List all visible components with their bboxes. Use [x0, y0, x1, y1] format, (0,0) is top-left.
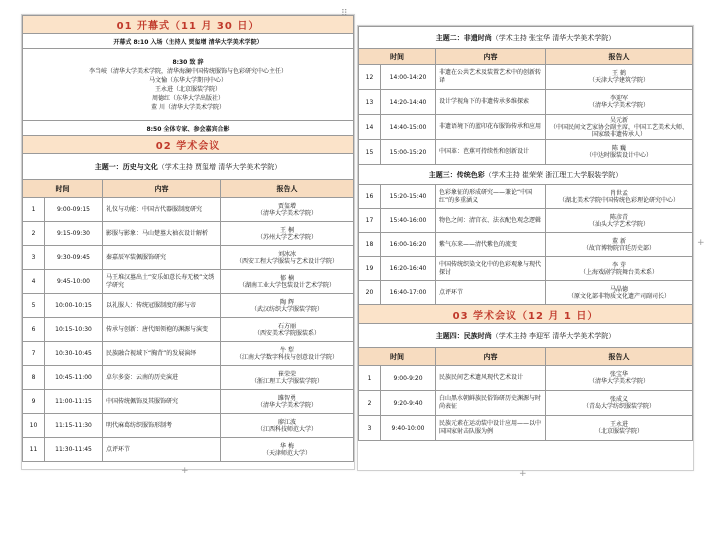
- row-content: 紫气东来——清代紫色的流变: [436, 233, 546, 257]
- row-speaker: 贾玺增 （清华大学美术学院）: [221, 198, 354, 222]
- row-number: 12: [359, 65, 381, 90]
- schedule-row: [359, 391, 693, 416]
- schedule-row: [359, 90, 693, 115]
- row-content: 中国传统佩饰及其服饰研究: [103, 390, 221, 414]
- schedule-row: [359, 140, 693, 165]
- schedule-row: [23, 390, 354, 414]
- opening-entry-line: 开幕式 8:10 入场（主持人 贾玺增 清华大学美术学院）: [23, 34, 354, 49]
- row-speaker: 李迎军 （清华大学美术学院）: [546, 90, 693, 115]
- row-content: 白山黑水朝鲜族民俗饰研历史渊源与时尚表征: [436, 391, 546, 416]
- speaker-line: 王永进（北京服装学院）: [154, 85, 221, 93]
- header-speaker: 报告人: [546, 348, 693, 366]
- row-content: 点评环节: [436, 281, 546, 305]
- row-speaker: 石方丽 （西安美术学院服装系）: [221, 318, 354, 342]
- section-title-conference: 02 学术会议: [23, 136, 354, 154]
- row-time: 16:20-16:40: [381, 257, 436, 281]
- row-speaker: 肖世孟 （湖北美术学院中国传统色彩理论研究中心）: [546, 185, 693, 209]
- row-speaker: 王 鹤 （天津大学建筑学院）: [546, 65, 693, 90]
- schedule-row: [359, 257, 693, 281]
- row-speaker: 王 桐 （苏州大学艺术学院）: [221, 222, 354, 246]
- row-content: 礼仪与功能：中国古代器服制度研究: [103, 198, 221, 222]
- row-time: 15:20-15:40: [381, 185, 436, 209]
- row-speaker: 陶 辉 （武汉纺织大学服装学院）: [221, 294, 354, 318]
- row-time: 16:40-17:00: [381, 281, 436, 305]
- row-number: 2: [23, 222, 45, 246]
- row-time: 9:20-9:40: [381, 391, 436, 416]
- row-content: 传承与创新：唐代图领袍的渊源与演变: [103, 318, 221, 342]
- row-time: 14:00-14:20: [381, 65, 436, 90]
- add-row-plus-icon[interactable]: +: [181, 466, 189, 476]
- left-page: [21, 14, 355, 470]
- theme-2-host: （学术主持 张宝华 清华大学美术学院）: [491, 33, 616, 42]
- schedule-row: [359, 185, 693, 209]
- add-column-plus-icon[interactable]: +: [697, 238, 705, 248]
- row-speaker: 崔荣荣 （浙江理工大学服装学院）: [221, 366, 354, 390]
- row-time: 9:15-09:30: [45, 222, 103, 246]
- right-program-table: [358, 26, 693, 441]
- row-time: 14:20-14:40: [381, 90, 436, 115]
- speech-title: 8:30 致 辞: [172, 58, 204, 66]
- row-number: 8: [23, 366, 45, 390]
- theme-1-name: 主题一：历史与文化: [94, 162, 158, 171]
- left-program-table: [22, 15, 354, 462]
- schedule-row: [23, 222, 354, 246]
- schedule-row: [23, 366, 354, 390]
- row-time: 15:00-15:20: [381, 140, 436, 165]
- header-time: 时间: [359, 348, 436, 366]
- row-content: 中国革：芭蕉可持续性和创新设计: [436, 140, 546, 165]
- row-number: 13: [359, 90, 381, 115]
- drag-handle-icon[interactable]: ⠿: [341, 9, 348, 19]
- schedule-row: [23, 270, 354, 294]
- opening-speeches: [23, 49, 354, 121]
- schedule-row: [23, 246, 354, 270]
- row-time: 9:00-09:15: [45, 198, 103, 222]
- row-number: 7: [23, 342, 45, 366]
- row-speaker: 郁 楠 （湖南工业大学包装设计艺术学院）: [221, 270, 354, 294]
- row-number: 9: [23, 390, 45, 414]
- row-content: 秦嘉辰军装佩服饰研究: [103, 246, 221, 270]
- add-row-plus-icon[interactable]: +: [519, 469, 527, 479]
- row-number: 15: [359, 140, 381, 165]
- row-content: 以礼服人：传统冠服制度的影与帝: [103, 294, 221, 318]
- row-content: 马王堆汉墓出土“安乐如意长寿无极”文绣学研究: [103, 270, 221, 294]
- speaker-line: 周德红（东华大学出版社）: [151, 94, 224, 102]
- row-speaker: 王永进 （北京服装学院）: [546, 416, 693, 441]
- row-time: 9:00-9:20: [381, 366, 436, 391]
- row-speaker: 刘冰冰 （西安工程大学服装与艺术设计学院）: [221, 246, 354, 270]
- schedule-row: [23, 414, 354, 438]
- schedule-row: [359, 65, 693, 90]
- row-content: 中国传统织染文化中的色彩观象与现代探讨: [436, 257, 546, 281]
- row-number: 17: [359, 209, 381, 233]
- header-content: 内容: [436, 348, 546, 366]
- schedule-row: [23, 198, 354, 222]
- row-time: 9:30-09:45: [45, 246, 103, 270]
- row-time: 10:45-11:00: [45, 366, 103, 390]
- row-number: 4: [23, 270, 45, 294]
- theme-4-host: （学术主持 李迎军 清华大学美术学院）: [491, 331, 616, 340]
- row-number: 3: [23, 246, 45, 270]
- header-content: 内容: [436, 49, 546, 65]
- row-number: 14: [359, 115, 381, 140]
- header-time: 时间: [23, 180, 103, 198]
- row-number: 2: [359, 391, 381, 416]
- row-time: 11:15-11:30: [45, 414, 103, 438]
- row-speaker: 张宝华 （清华大学美术学院）: [546, 366, 693, 391]
- theme-3-host: （学术主持 崔荣荣 浙江理工大学服装学院）: [484, 170, 623, 179]
- row-number: 5: [23, 294, 45, 318]
- row-content: 卓尔多姿：云南的历史演进: [103, 366, 221, 390]
- theme-4-name: 主题四：民族时尚: [435, 331, 492, 340]
- schedule-row: [359, 416, 693, 441]
- row-speaker: 牛 犁 （江南大学数字科技与创意设计学院）: [221, 342, 354, 366]
- row-number: 1: [359, 366, 381, 391]
- row-content: 明代麻葛纺织服饰形制考: [103, 414, 221, 438]
- row-time: 11:00-11:15: [45, 390, 103, 414]
- theme-1-host: （学术主持 贾玺增 清华大学美术学院）: [157, 162, 282, 171]
- schedule-row: [359, 233, 693, 257]
- row-speaker: 张成义 （青岛大学纺织服装学院）: [546, 391, 693, 416]
- group-photo-line: 8:50 全体专家、参会嘉宾合影: [23, 121, 354, 136]
- row-number: 11: [23, 438, 45, 462]
- row-time: 9:40-10:00: [381, 416, 436, 441]
- row-content: 点评环节: [103, 438, 221, 462]
- schedule-row: [359, 366, 693, 391]
- row-content: 色彩象征的形成研究——兼论“中国红”的多重涵义: [436, 185, 546, 209]
- row-speaker: 马晶德 （原文化部非物质文化遗产司副司长）: [546, 281, 693, 305]
- row-time: 10:30-10:45: [45, 342, 103, 366]
- row-speaker: 廖江波 （江西科技师范大学）: [221, 414, 354, 438]
- row-content: 非遗在公共艺术及装置艺术中的创新转译: [436, 65, 546, 90]
- row-number: 19: [359, 257, 381, 281]
- row-content: 物色之间：清宫衣、法衣配色观念逻辑: [436, 209, 546, 233]
- schedule-row: [23, 342, 354, 366]
- row-content: 民族民间艺术遗风现代艺术设计: [436, 366, 546, 391]
- row-speaker: 陈 巍 （中达时服装设计中心）: [546, 140, 693, 165]
- row-content: 民族融合视域下“胸背”的发展演绎: [103, 342, 221, 366]
- row-speaker: 李 芽 （上海戏剧学院舞台美术系）: [546, 257, 693, 281]
- row-content: 影服与影象：马山楚墓大袖衣设计解析: [103, 222, 221, 246]
- section-title-opening: 01 开幕式（11 月 30 日）: [23, 16, 354, 34]
- row-time: 9:45-10:00: [45, 270, 103, 294]
- schedule-row: [23, 438, 354, 462]
- row-speaker: 陈彦青 （汕头大学艺术学院）: [546, 209, 693, 233]
- right-page: [357, 25, 694, 471]
- row-speaker: 雎智勇 （清华大学美术学院）: [221, 390, 354, 414]
- schedule-row: [359, 209, 693, 233]
- row-time: 10:00-10:15: [45, 294, 103, 318]
- row-number: 16: [359, 185, 381, 209]
- row-content: 民族元素在运动装中设计应用——以中国国家射击队服为例: [436, 416, 546, 441]
- row-speaker: 华 梅 （天津师范大学）: [221, 438, 354, 462]
- row-number: 1: [23, 198, 45, 222]
- row-number: 6: [23, 318, 45, 342]
- speaker-line: 马文愉（东华大学期刊中心）: [148, 76, 227, 84]
- row-number: 10: [23, 414, 45, 438]
- theme-2-heading: [359, 27, 693, 49]
- row-time: 15:40-16:00: [381, 209, 436, 233]
- row-time: 16:00-16:20: [381, 233, 436, 257]
- section-title-day2: 03 学术会议（12 月 1 日）: [359, 305, 693, 324]
- row-time: 11:30-11:45: [45, 438, 103, 462]
- row-speaker: 吴元新 （中国民间文艺家协会副主席，中国工艺美术大师、国家级非遗传承人）: [546, 115, 693, 140]
- row-number: 20: [359, 281, 381, 305]
- row-number: 18: [359, 233, 381, 257]
- row-time: 14:40-15:00: [381, 115, 436, 140]
- header-content: 内容: [103, 180, 221, 198]
- header-speaker: 报告人: [546, 49, 693, 65]
- header-time: 时间: [359, 49, 436, 65]
- header-speaker: 报告人: [221, 180, 354, 198]
- speaker-line: 董 川（清华大学美术学院）: [151, 103, 225, 111]
- row-number: 3: [359, 416, 381, 441]
- theme-1-heading: [23, 154, 354, 180]
- speaker-line: 李当岐（清华大学美术学院，清华海澜中国传统服饰与色彩研究中心主任）: [88, 67, 287, 75]
- row-content: 非遗语境下的蓝印花布服饰传承和应用: [436, 115, 546, 140]
- schedule-row: [23, 318, 354, 342]
- row-content: 设计学视角下的非遗传承多维探索: [436, 90, 546, 115]
- schedule-row: [359, 281, 693, 305]
- theme-3-heading: [359, 165, 693, 185]
- theme-2-name: 主题二：非遗时尚: [435, 33, 492, 42]
- row-speaker: 董 新 （故宫博物院宫廷历史部）: [546, 233, 693, 257]
- theme-4-heading: [359, 324, 693, 348]
- schedule-row: [359, 115, 693, 140]
- row-time: 10:15-10:30: [45, 318, 103, 342]
- theme-3-name: 主题三：传统色彩: [428, 170, 485, 179]
- schedule-row: [23, 294, 354, 318]
